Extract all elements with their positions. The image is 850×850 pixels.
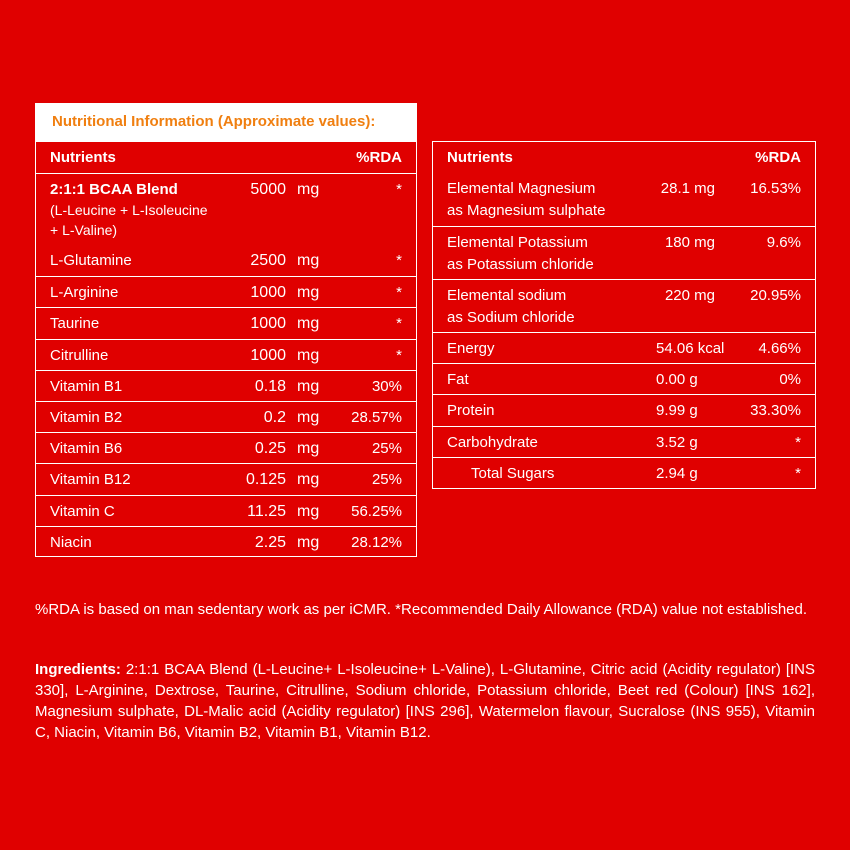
table-row	[36, 245, 416, 276]
nutrient-rda: 9.6%	[766, 234, 801, 251]
nutrient-value: 2500	[250, 252, 286, 269]
table-row	[433, 457, 815, 489]
ingredients-paragraph	[35, 659, 815, 743]
table-row	[36, 495, 416, 527]
nutrient-rda: *	[396, 284, 402, 302]
nutrient-name: L-Glutamine	[50, 252, 132, 269]
table-row	[433, 226, 815, 280]
table-row	[36, 463, 416, 495]
nutrient-subtext: as Magnesium sulphate	[447, 202, 606, 219]
nutrient-rda: *	[396, 181, 402, 198]
nutrient-unit: mg	[297, 440, 320, 458]
nutrient-value: 0.125	[245, 471, 286, 489]
nutrient-unit: mg	[297, 409, 320, 426]
ingredients-text: 2:1:1 BCAA Blend (L-Leucine+ L-Isoleucine+ L-Valine), L-Glutamine, Citric acid (Acidity regulator) [INS 330], L-Arginine, Dextrose, Taurine, Citrulline, Sodium chloride, Potassium chloride, Beet red (Colour) [INS 162], Magnesium sulphate, DL-Malic acid (Acidity regulator) [INS 296], Watermelon flavour, Sucralose (INS 955), Vitamin C, Niacin, Vitamin B6, Vitamin B2, Vitamin B1, Vitamin B12.	[35, 661, 815, 741]
table-header	[36, 142, 416, 173]
nutrient-name: Carbohydrate	[447, 433, 538, 451]
ingredients-label: Ingredients:	[35, 661, 121, 678]
nutrient-value: 1000	[250, 346, 286, 364]
table-row	[433, 426, 815, 458]
nutrient-unit: mg	[297, 284, 320, 302]
nutrient-name: L-Arginine	[50, 284, 119, 302]
nutrient-unit: mg	[297, 181, 320, 198]
nutrient-rda: 28.12%	[351, 533, 402, 551]
table-row	[36, 432, 416, 464]
table-row	[36, 370, 416, 402]
rda-footnote: %RDA is based on man sedentary work as per iCMR. *Recommended Daily Allowance (RDA) value not established.	[35, 601, 808, 618]
nutrient-rda: 0%	[779, 371, 801, 389]
table-row	[433, 173, 815, 226]
nutrient-name: Protein	[447, 402, 495, 420]
nutrient-rda: 4.66%	[758, 340, 801, 357]
nutrient-rda: *	[396, 315, 402, 333]
nutrient-name: Niacin	[50, 533, 92, 551]
nutrient-name: Fat	[447, 371, 469, 389]
nutrient-rda: 30%	[371, 377, 402, 395]
nutrient-unit: mg	[297, 346, 320, 364]
nutrient-amount: 3.52 g	[656, 433, 698, 451]
nutrient-name: Citrulline	[50, 346, 109, 364]
table-row	[36, 276, 416, 308]
nutrient-unit: mg	[297, 502, 320, 520]
header-rda: %RDA	[356, 149, 402, 166]
nutrient-unit: mg	[297, 533, 320, 551]
nutrient-unit: mg	[297, 377, 320, 395]
nutrient-name: Vitamin B12	[50, 471, 131, 489]
nutrient-unit: mg	[297, 471, 320, 489]
table-row	[433, 394, 815, 426]
nutrient-name: Vitamin C	[50, 502, 115, 520]
header-nutrients: Nutrients	[50, 149, 116, 166]
table-row	[36, 307, 416, 339]
nutrient-subtext: as Sodium chloride	[447, 309, 575, 326]
nutrient-amount: 2.94 g	[656, 464, 698, 482]
nutrient-rda: *	[396, 252, 402, 269]
nutrition-title: Nutritional Information (Approximate values):	[35, 103, 417, 141]
nutrient-value: 5000	[250, 181, 286, 198]
nutrient-subtext: + L-Valine)	[50, 222, 118, 238]
nutrient-name: Taurine	[50, 315, 100, 333]
table-header	[433, 142, 815, 173]
table-row	[36, 526, 416, 558]
table-row	[433, 332, 815, 364]
nutrient-rda: *	[396, 346, 402, 364]
nutrient-rda: 33.30%	[750, 402, 801, 420]
nutrient-amount: 9.99 g	[656, 402, 698, 420]
nutrient-rda: 25%	[371, 440, 402, 458]
nutrient-value: 0.18	[254, 377, 286, 395]
header-nutrients: Nutrients	[447, 149, 513, 166]
table-row	[36, 401, 416, 433]
nutrient-value: 1000	[250, 315, 286, 333]
table-row	[433, 279, 815, 333]
nutrient-unit: mg	[297, 315, 320, 333]
nutrient-amount: 28.1 mg	[660, 180, 715, 197]
nutrient-subtext: (L-Leucine + L-Isoleucine	[50, 202, 208, 218]
nutrient-rda: *	[795, 464, 801, 482]
nutrient-value: 0.25	[254, 440, 286, 458]
nutrient-value: 11.25	[247, 502, 286, 520]
nutrient-name: 2:1:1 BCAA Blend	[50, 181, 178, 198]
nutrient-amount: 180 mg	[664, 234, 715, 251]
nutrient-subtext: as Potassium chloride	[447, 256, 594, 273]
nutrient-amount: 0.00 g	[656, 371, 698, 389]
nutrient-unit: mg	[297, 252, 320, 269]
nutrient-name: Elemental Magnesium	[447, 180, 596, 197]
nutrient-rda: 25%	[371, 471, 402, 489]
nutrition-table-right	[432, 141, 816, 489]
nutrient-value: 2.25	[254, 533, 286, 551]
table-row	[433, 363, 815, 395]
nutrient-amount: 220 mg	[664, 287, 715, 304]
table-row	[36, 173, 416, 246]
nutrient-rda: 56.25%	[351, 502, 402, 520]
nutrient-rda: *	[795, 433, 801, 451]
nutrient-name: Elemental Potassium	[447, 234, 588, 251]
nutrient-name: Energy	[447, 340, 495, 357]
header-rda: %RDA	[755, 149, 801, 166]
nutrient-rda: 20.95%	[750, 287, 801, 304]
nutrient-name: Vitamin B1	[50, 377, 123, 395]
nutrient-value: 0.2	[263, 409, 286, 426]
nutrient-name: Total Sugars	[471, 464, 555, 482]
nutrient-rda: 16.53%	[750, 180, 801, 197]
table-row	[36, 339, 416, 371]
nutrient-rda: 28.57%	[351, 409, 402, 426]
nutrient-name: Elemental sodium	[447, 287, 567, 304]
nutrition-table-left	[35, 141, 417, 557]
nutrient-value: 1000	[250, 284, 286, 302]
nutrient-name: Vitamin B6	[50, 440, 123, 458]
nutrient-name: Vitamin B2	[50, 409, 123, 426]
nutrient-amount: 54.06 kcal	[656, 340, 725, 357]
